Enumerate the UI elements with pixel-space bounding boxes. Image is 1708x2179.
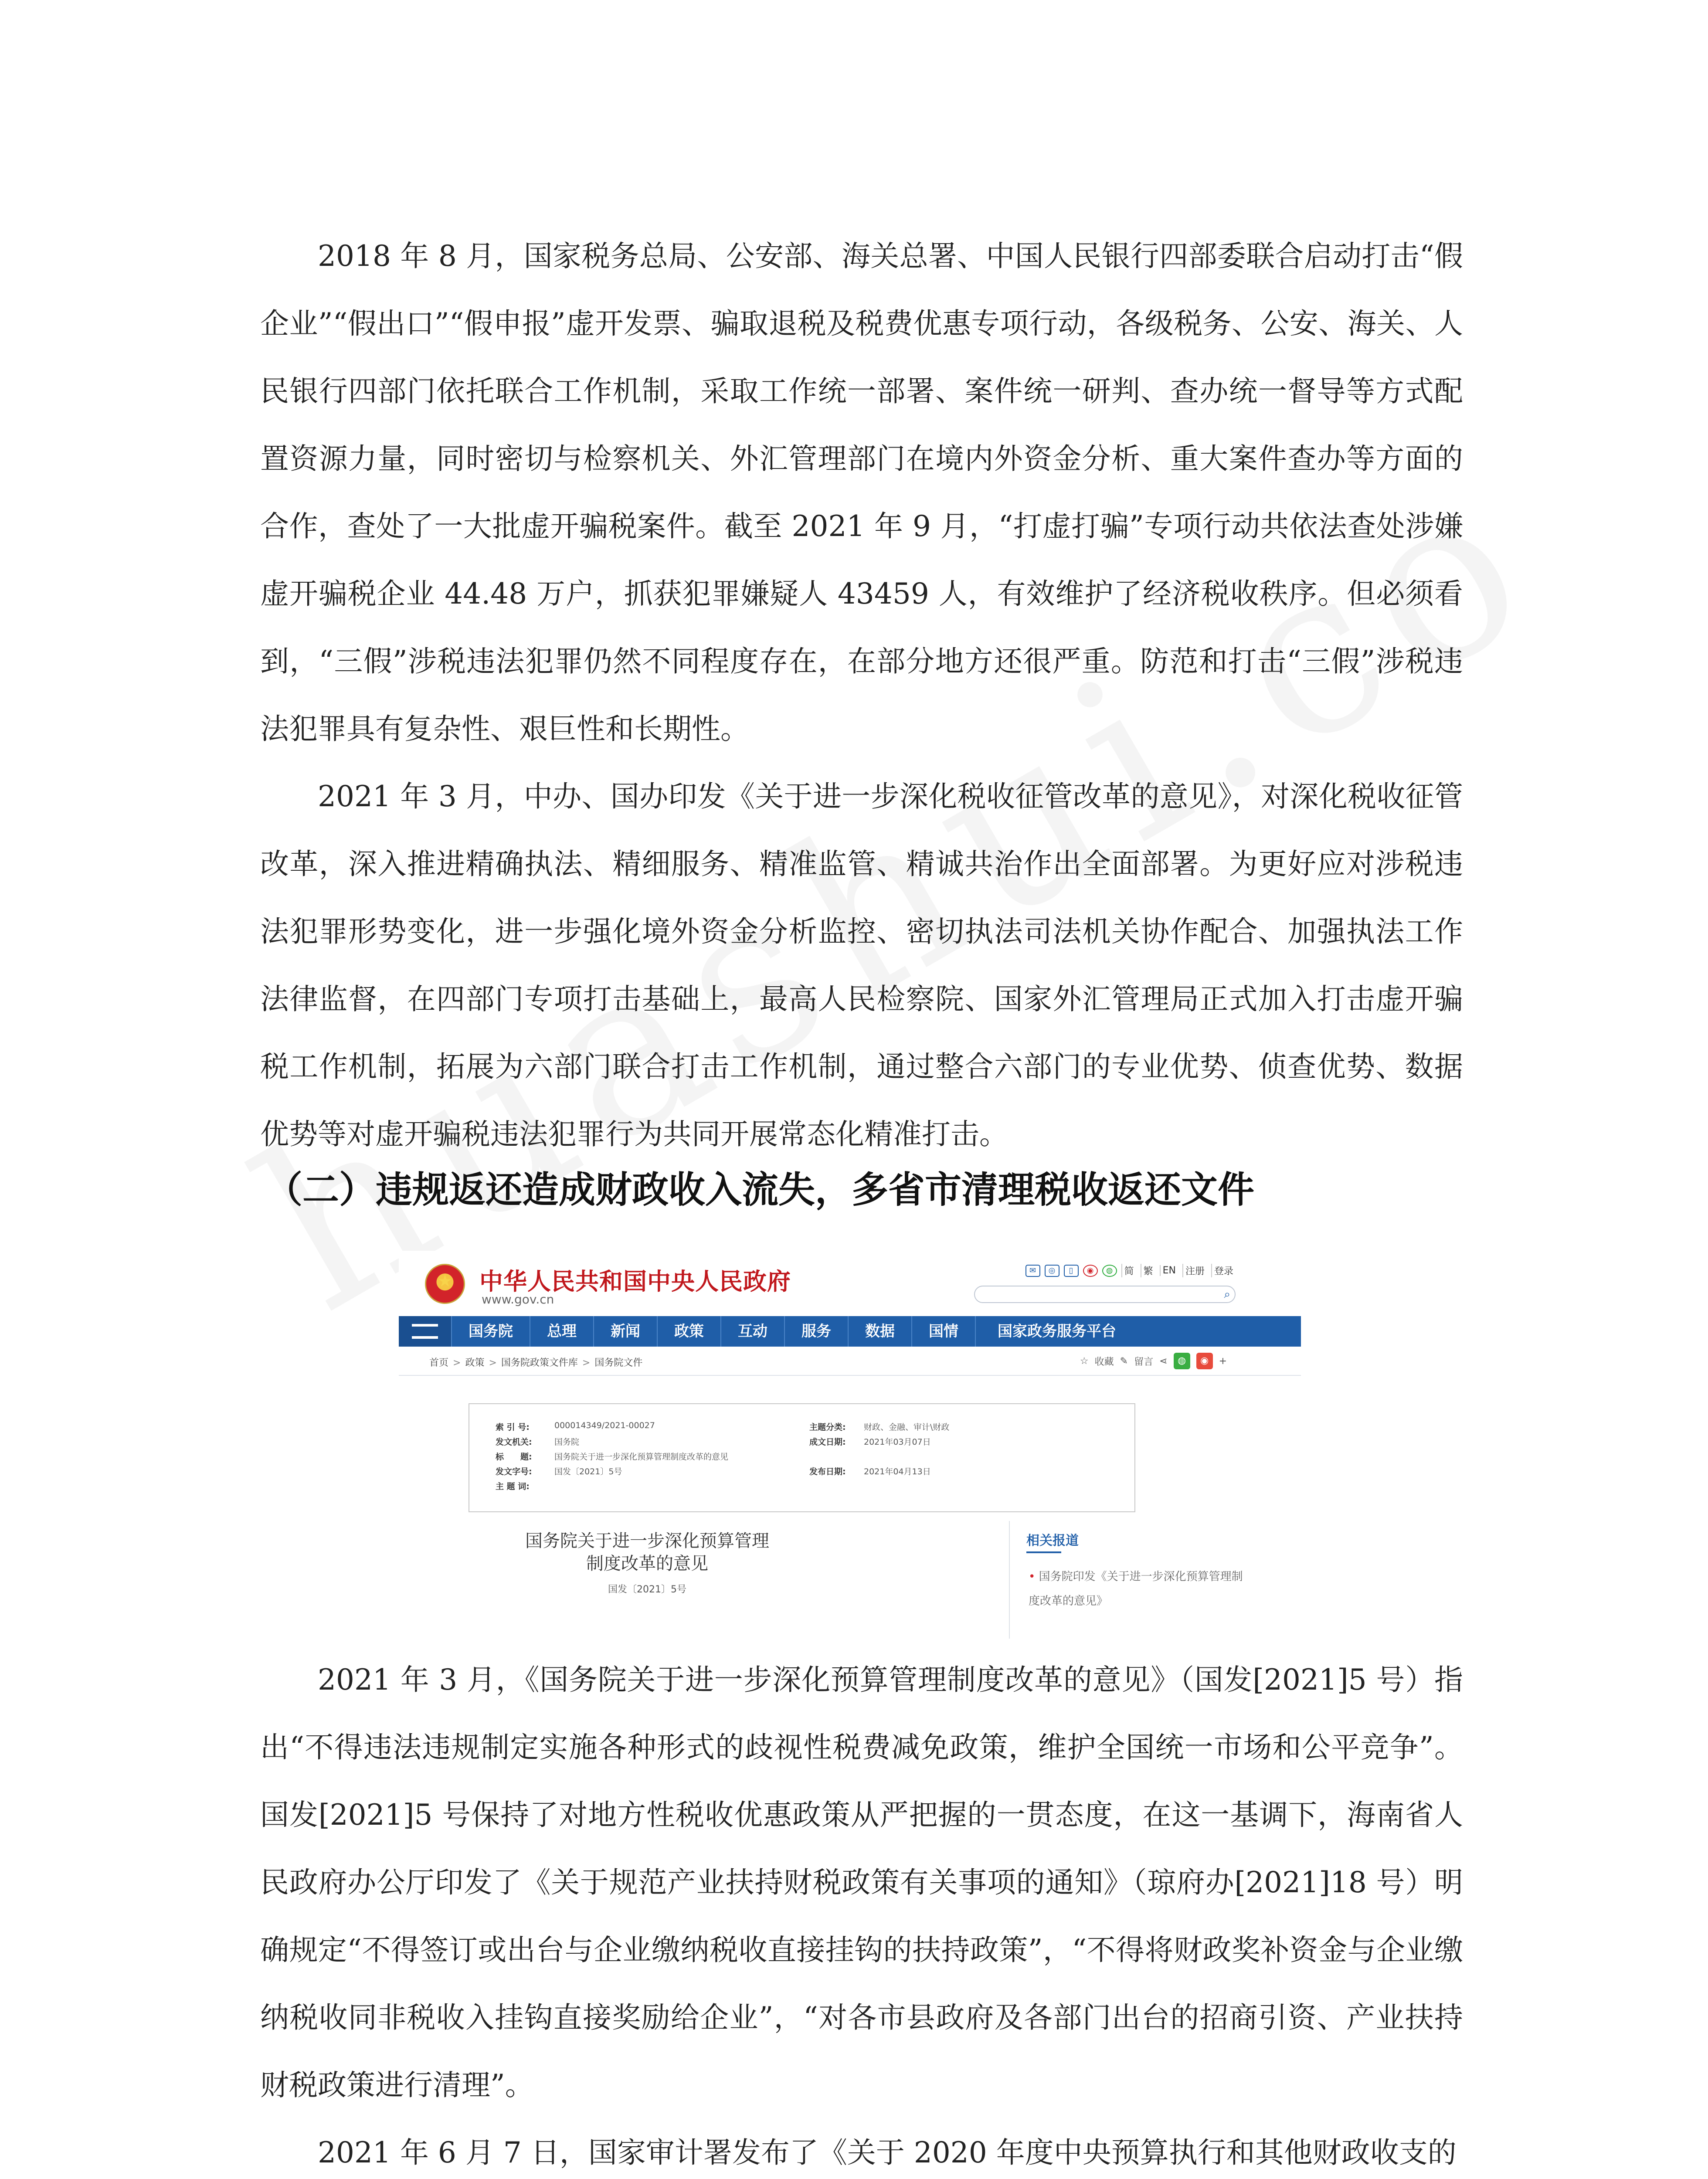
mobile-icon[interactable]: ▯: [1064, 1265, 1079, 1277]
meta-doc-no-value: 国发〔2021〕5号: [554, 1467, 622, 1476]
gov-site-title: 中华人民共和国中央人民政府: [479, 1268, 791, 1295]
more-share-icon[interactable]: +: [1219, 1355, 1227, 1367]
document-meta-table: [469, 1403, 1135, 1512]
share-bar: [1080, 1353, 1227, 1369]
meta-keywords-label: 主 题 词:: [496, 1482, 530, 1491]
breadcrumb-separator-icon: >: [489, 1358, 497, 1368]
weibo-share-icon[interactable]: ◉: [1196, 1353, 1213, 1369]
meta-doc-no-label: 发文字号:: [496, 1467, 532, 1476]
breadcrumb-state-council-docs[interactable]: 国务院文件: [594, 1358, 643, 1368]
body-text-top: [260, 222, 1463, 1168]
related-divider: [1009, 1521, 1010, 1639]
meta-topic-value: 财政、金融、审计\财政: [864, 1422, 950, 1432]
meta-date-written-value: 2021年03月07日: [864, 1437, 931, 1447]
gov-document-title: 国务院关于进一步深化预算管理制度改革的意见: [525, 1531, 769, 1574]
wechat-share-icon[interactable]: ◍: [1174, 1353, 1190, 1369]
wechat-icon[interactable]: ◍: [1102, 1265, 1117, 1277]
nav-item-data[interactable]: 数据: [848, 1316, 911, 1347]
breadcrumb: [429, 1355, 642, 1369]
section-heading: （二）违规返还造成财政收入流失，多省市清理税收返还文件: [266, 1168, 1255, 1211]
mail-icon[interactable]: ✉: [1025, 1265, 1040, 1277]
gov-divider: [399, 1375, 1301, 1376]
meta-issuer-value: 国务院: [554, 1437, 580, 1447]
login-link[interactable]: 登录: [1211, 1264, 1236, 1277]
gov-toolbar: [1025, 1264, 1236, 1277]
register-link[interactable]: 注册: [1182, 1264, 1207, 1277]
gov-site-domain: www.gov.cn: [482, 1292, 554, 1307]
related-reports-title: 相关报道: [1026, 1533, 1079, 1548]
breadcrumb-separator-icon: >: [453, 1358, 461, 1368]
nav-item-national-info[interactable]: 国情: [911, 1316, 975, 1347]
nav-item-policy[interactable]: 政策: [657, 1316, 720, 1347]
favorite-link[interactable]: 收藏: [1094, 1356, 1114, 1368]
breadcrumb-home[interactable]: 首页: [429, 1358, 449, 1368]
related-report-link[interactable]: [1029, 1565, 1246, 1613]
share-icon[interactable]: ⋖: [1159, 1355, 1168, 1367]
meta-title-value: 国务院关于进一步深化预算管理制度改革的意见: [554, 1452, 729, 1462]
body-text-bottom: [260, 1646, 1463, 2179]
meta-pub-date-label: 发布日期:: [809, 1467, 846, 1476]
breadcrumb-policy-library[interactable]: 国务院政策文件库: [501, 1358, 578, 1368]
meta-topic-label: 主题分类:: [809, 1422, 846, 1432]
simplified-link[interactable]: 简: [1121, 1264, 1136, 1277]
comment-link[interactable]: 留言: [1134, 1356, 1154, 1368]
meta-index-value: 000014349/2021-00027: [554, 1421, 655, 1430]
gov-screenshot: [399, 1251, 1301, 1639]
weibo-icon[interactable]: ◉: [1083, 1265, 1098, 1277]
paragraph-4: 2021 年 6 月 7 日，国家审计署发布了《关于 2020 年度中央预算执行和其他财政收支的: [318, 2136, 1457, 2169]
gov-nav-bar: [399, 1316, 1301, 1347]
gov-document-number: 国发〔2021〕5号: [608, 1584, 686, 1595]
search-icon[interactable]: ⌕: [1224, 1288, 1230, 1301]
gov-nav-logo-icon[interactable]: [399, 1316, 451, 1347]
nav-item-service-platform[interactable]: 国家政务服务平台: [975, 1316, 1138, 1347]
paragraph-2: 2021 年 3 月，中办、国办印发《关于进一步深化税收征管改革的意见》，对深化税收征管改革，深入推进精确执法、精细服务、精准监管、精诚共治作出全面部署。为更好应对涉税违法犯罪形势变化，进一步强化境外资金分析监控、密切执法司法机关协作配合、加强执法工作法律监督，在四部门专项打击基础上，最高人民检察院、国家外汇管理局正式加入打击虚开骗税工作机制，拓展为六部门联合打击工作机制，通过整合六部门的专业优势、侦查优势、数据优势等对虚开骗税违法犯罪行为共同开展常态化精准打击。: [260, 780, 1463, 1151]
paragraph-3: 2021 年 3 月，《国务院关于进一步深化预算管理制度改革的意见》（国发[2021]5 号）指出“不得违法违规制定实施各种形式的歧视性税费减免政策，维护全国统一市场和公平竞争”。国发[2021]5 号保持了对地方性税收优惠政策从严把握的一贯态度，在这一基调下，海南省人民政府办公厅印发了《关于规范产业扶持财税政策有关事项的通知》（琼府办[2021]18 号）明确规定“不得签订或出台与企业缴纳税收直接挂钩的扶持政策”，“不得将财政奖补资金与企业缴纳税收同非税收入挂钩直接奖励给企业”，“对各市县政府及各部门出台的招商引资、产业扶持财税政策进行清理”。: [260, 1663, 1463, 2102]
nav-item-state-council[interactable]: 国务院: [451, 1316, 530, 1347]
paragraph-1: 2018 年 8 月，国家税务总局、公安部、海关总署、中国人民银行四部委联合启动打击“假企业”“假出口”“假申报”虚开发票、骗取退税及税费优惠专项行动，各级税务、公安、海关、人民银行四部门依托联合工作机制，采取工作统一部署、案件统一研判、查办统一督导等方式配置资源力量，同时密切与检察机关、外汇管理部门在境内外资金分析、重大案件查办等方面的合作，查处了一大批虚开骗税案件。截至 2021 年 9 月，“打虚打骗”专项行动共依法查处涉嫌虚开骗税企业 44.48 万户，抓获犯罪嫌疑人 43459 人，有效维护了经济税收秩序。但必须看到，“三假”涉税违法犯罪仍然不同程度存在，在部分地方还很严重。防范和打击“三假”涉税违法犯罪具有复杂性、艰巨性和长期性。: [260, 239, 1463, 746]
star-icon[interactable]: ☆: [1080, 1355, 1089, 1367]
breadcrumb-policy[interactable]: 政策: [465, 1358, 485, 1368]
nav-item-interaction[interactable]: 互动: [720, 1316, 784, 1347]
nav-item-service[interactable]: 服务: [784, 1316, 848, 1347]
meta-title-label: 标 题:: [496, 1452, 532, 1462]
gov-search-input[interactable]: [974, 1286, 1236, 1303]
related-report-link-text[interactable]: 国务院印发《关于进一步深化预算管理制度改革的意见》: [1029, 1570, 1243, 1608]
breadcrumb-separator-icon: >: [582, 1358, 591, 1368]
traditional-link[interactable]: 繁: [1141, 1264, 1155, 1277]
nav-item-news[interactable]: 新闻: [593, 1316, 657, 1347]
app-icon[interactable]: ◎: [1045, 1265, 1059, 1277]
english-link[interactable]: EN: [1160, 1265, 1178, 1276]
gov-header: [399, 1251, 1301, 1316]
meta-pub-date-value: 2021年04月13日: [864, 1467, 931, 1476]
nav-item-premier[interactable]: 总理: [530, 1316, 593, 1347]
meta-date-written-label: 成文日期:: [809, 1437, 846, 1447]
meta-issuer-label: 发文机关:: [496, 1437, 532, 1447]
bullet-icon: •: [1029, 1570, 1039, 1583]
meta-index-label: 索 引 号:: [496, 1422, 530, 1432]
comment-icon[interactable]: ✎: [1120, 1355, 1128, 1367]
related-title-underline: [1026, 1551, 1061, 1553]
national-emblem-icon: [425, 1264, 465, 1304]
